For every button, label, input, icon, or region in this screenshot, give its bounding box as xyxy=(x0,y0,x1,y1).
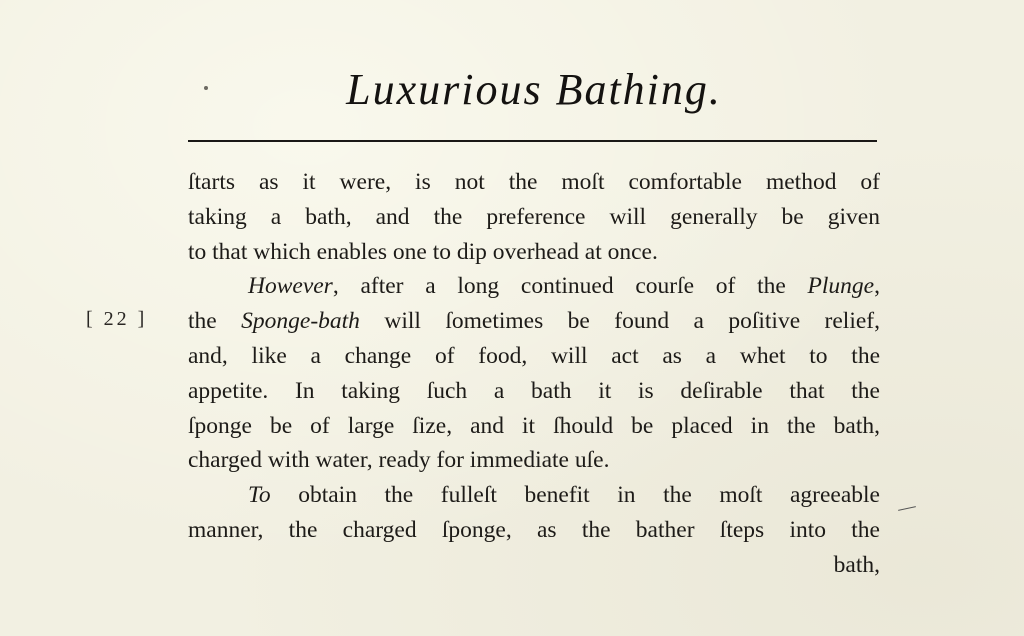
italic-text-segment: Plunge xyxy=(807,273,875,300)
text-segment: charged with water, ready for immediate uſe. xyxy=(188,447,610,474)
text-segment: ſtarts as it were, is not the moſt comfortable method of xyxy=(188,169,880,195)
text-segment: manner, the charged ſponge, as the bather ſteps into the xyxy=(188,516,880,543)
text-line xyxy=(188,513,880,548)
text-line xyxy=(188,269,880,304)
text-segment: ſponge be of large ſize, and it ſhould be placed in the bath, xyxy=(188,412,880,439)
page-number: [ 22 ] xyxy=(86,308,148,330)
text-line xyxy=(188,304,880,339)
text-line xyxy=(188,548,880,583)
text-segment: obtain the fulleſt benefit in the moſt agreeable xyxy=(270,482,880,509)
text-segment: taking a bath, and the preference will generally be given xyxy=(188,203,880,230)
text-line xyxy=(188,165,880,200)
italic-text-segment: Sponge-bath xyxy=(241,308,360,335)
text-segment: bath, xyxy=(833,551,880,578)
header-rule xyxy=(188,140,877,142)
text-line xyxy=(188,409,880,444)
text-segment: and, like a change of food, will act as a whet to the xyxy=(188,342,880,369)
text-segment: will ſometimes be found a poſitive relief, xyxy=(359,308,881,335)
running-head: Luxurious Bathing. xyxy=(346,65,722,114)
text-line xyxy=(188,200,880,235)
text-line xyxy=(188,235,880,270)
text-line xyxy=(188,478,880,513)
text-segment: appetite. In taking ſuch a bath it is deſirable that the xyxy=(188,377,880,404)
text-line xyxy=(188,443,880,478)
italic-text-segment: To xyxy=(248,482,271,509)
margin-pencil-mark xyxy=(898,506,916,511)
italic-text-segment: However xyxy=(248,273,333,300)
text-segment: to that which enables one to dip overhead at once. xyxy=(188,238,658,265)
text-line xyxy=(188,339,880,374)
text-segment: the xyxy=(188,308,242,335)
text-line xyxy=(188,374,880,409)
text-segment: , xyxy=(874,273,880,300)
body-text xyxy=(188,165,880,583)
text-segment: , after a long continued courſe of the xyxy=(332,273,808,300)
